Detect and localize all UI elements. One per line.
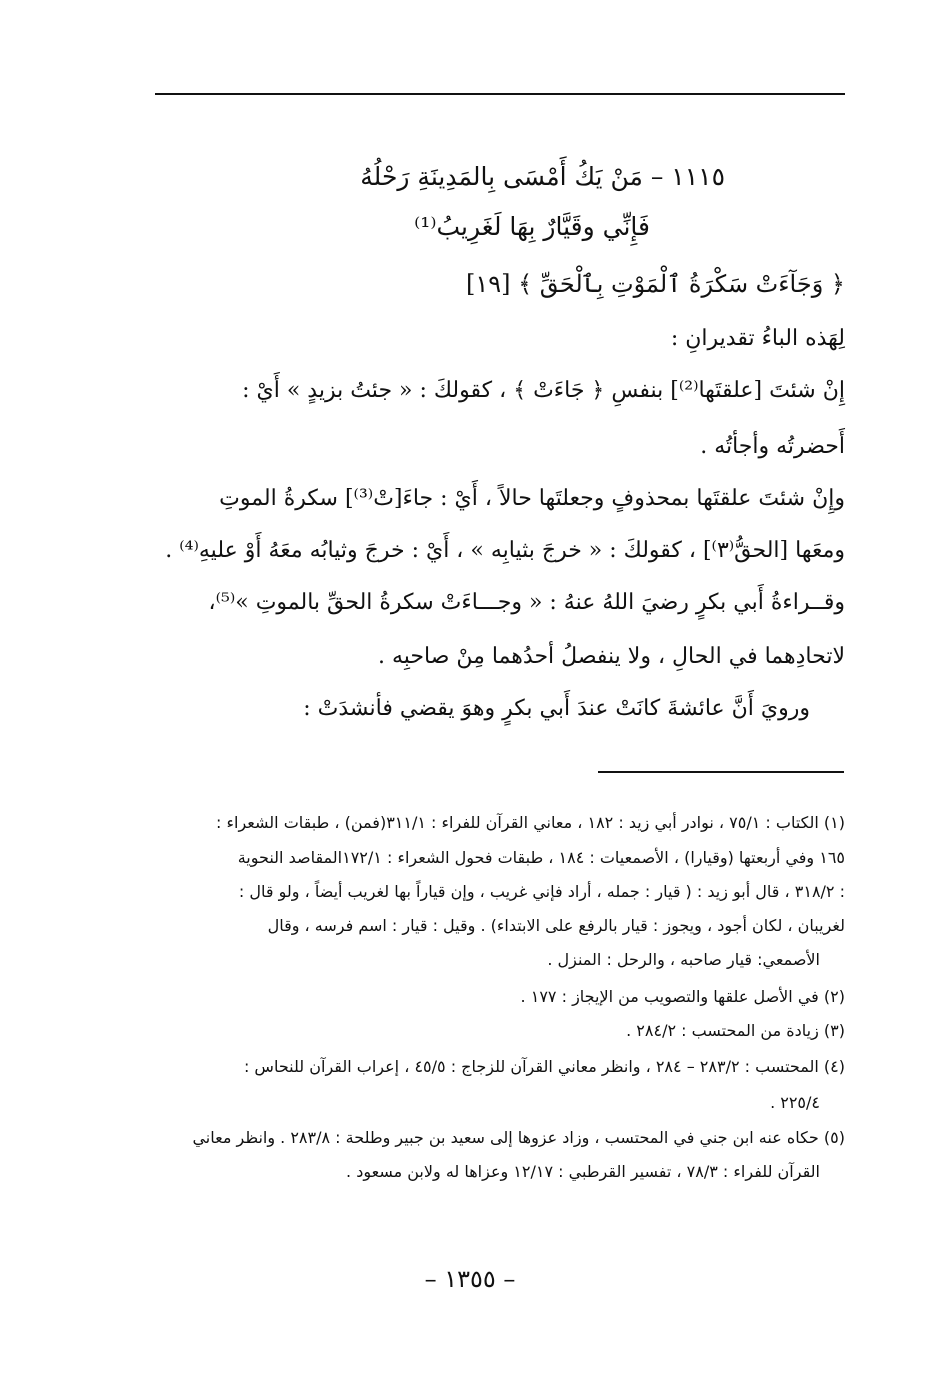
footnote-1-line-4: لغريبان ، لكان أجود ، ويجوز : قيار بالرفع على الابتداء) . وقيل : قيار : اسم فرسه ، وقال: [267, 916, 845, 935]
footnote-4-line-2: ٢٢٥/٤ .: [770, 1093, 820, 1112]
paragraph-5: ورويَ أَنَّ عائشةَ كانَتْ عندَ أَبي بكرٍ وهوَ يقضي فأنشدَتْ :: [303, 696, 810, 721]
page-number: – ١٣٥٥ –: [424, 1265, 516, 1293]
paragraph-2-line-1: إِنْ شئتَ [علقتَها⁽²⁾] بنفسِ ﴿ جَاءَتْ ﴾ ، كقولكَ : « جئتُ بزيدٍ » أَيْ :: [242, 378, 845, 403]
top-rule: [155, 93, 845, 95]
paragraph-3-line-2: ومعَها [الحقُّ⁽٣⁾] ، كقولكَ : « خرجَ بثيابِه » ، أَيْ : خرجَ وثيابُه معَهُ أَوْ عليهِ⁽⁴⁾ .: [165, 538, 845, 563]
footnote-5-line-1: (٥) حكاه عنه ابن جني في المحتسب ، وزاد عزوها إلى سعيد بن جبير وطلحة : ٢٨٣/٨ . وانظر معاني: [192, 1128, 845, 1147]
footnote-1-line-5: الأصمعي: قيار صاحبه ، والرحل : المنزل .: [547, 950, 820, 969]
footnote-1-line-1: (١) الكتاب : ٧٥/١ ، نوادر أبي زيد : ١٨٢ ، معاني القرآن للفراء : ٣١١/١(فمن) ، طبقات الشعراء :: [216, 813, 845, 832]
paragraph-1: لِهَذه الباءُ تقديرانِ :: [670, 326, 845, 351]
footnote-2: (٢) في الأصل علقها والتصويب من الإيجاز : ١٧٧ .: [520, 987, 845, 1006]
paragraph-4-line-2: لاتحادِهما في الحالِ ، ولا ينفصلُ أحدُهما مِنْ صاحبِه .: [377, 644, 845, 669]
footnote-rule: [598, 771, 844, 773]
paragraph-2-line-2: أَحضرتُه وأجأتُه .: [700, 434, 845, 459]
footnote-5-line-2: القرآن للفراء : ٧٨/٣ ، تفسير القرطبي : ١٢/١٧ وعزاها له ولابن مسعود .: [346, 1162, 820, 1181]
footnote-4-line-1: (٤) المحتسب : ٢٨٣/٢ – ٢٨٤ ، وانظر معاني القرآن للزجاج : ٤٥/٥ ، إعراب القرآن للنحاس :: [243, 1057, 845, 1076]
verse-line-1: ١١١٥ – مَنْ يَكُ أَمْسَى بِالمَدِينَةِ رَحْلُهُ: [360, 162, 725, 191]
quran-verse: ﴿ وَجَآءَتْ سَكْرَةُ ٱلْمَوْتِ بِٱلْحَقِّ ﴾ [١٩]: [465, 270, 845, 298]
footnote-3: (٣) زيادة من المحتسب : ٢٨٤/٢ .: [626, 1021, 845, 1040]
footnote-1-line-3: : ٣١٨/٢ ، قال أبو زيد : ( قيار : جمله ، أراد فإني غريب ، وإن قياراً بها لغريب أيضاً ، ولو قال :: [238, 882, 845, 901]
footnote-1-line-2: ١٦٥ وفي أربعتها (وقيارا) ، الأصمعيات : ١٨٤ ، طبقات فحول الشعراء : ١٧٢/١المقاصد النحوية: [237, 848, 845, 867]
paragraph-3-line-1: وإِنْ شئتَ علقتَها بمحذوفٍ وجعلتَها حالاً ، أَيْ : جاءَ[تْ⁽³⁾] سكرةُ الموتِ: [219, 486, 845, 511]
paragraph-4-line-1: وقــراءةُ أَبي بكرٍ رضيَ اللهُ عنهُ : « وجـــاءَتْ سكرةُ الحقِّ بالموتِ »⁽⁵⁾،: [208, 590, 845, 615]
verse-line-2: فَإِنِّي وقَيَّارٌ بِهَا لَغَرِيبُ⁽¹⁾: [414, 212, 650, 241]
